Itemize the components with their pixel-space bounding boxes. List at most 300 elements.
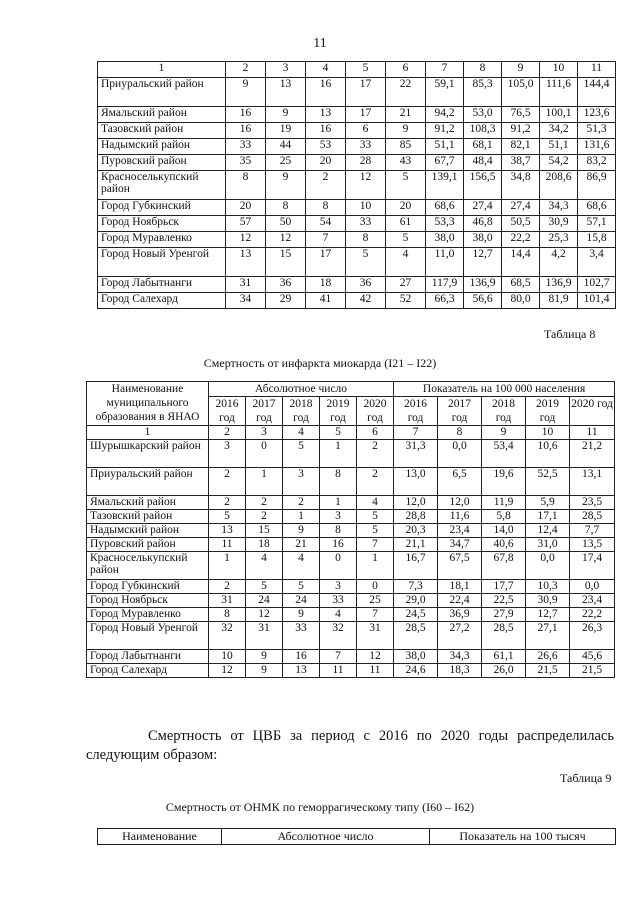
table-cell: 24 <box>283 594 320 608</box>
table-cell: 67,8 <box>482 552 526 580</box>
column-number: 7 <box>394 426 438 440</box>
table-cell: 10,3 <box>526 580 570 594</box>
row-label: Город Муравленко <box>87 608 209 622</box>
table-cell: 208,6 <box>540 171 578 200</box>
row-label: Надымский район <box>87 524 209 538</box>
table-cell: 9 <box>246 664 283 678</box>
column-number: 4 <box>283 426 320 440</box>
table-cell: 32 <box>209 622 246 650</box>
table-cell: 1 <box>283 510 320 524</box>
table-cell: 35 <box>226 155 266 171</box>
table-cell: 61,1 <box>482 650 526 664</box>
table-cell: 34,3 <box>540 200 578 216</box>
row-label: Город Новый Уренгой <box>87 622 209 650</box>
table-cell: 13,1 <box>570 468 615 496</box>
table-cell: 31 <box>357 622 394 650</box>
table-cell: 11,9 <box>482 496 526 510</box>
table8-caption: Таблица 8 <box>544 327 596 341</box>
table-cell: 24 <box>246 594 283 608</box>
table-cell: 22 <box>386 78 426 107</box>
table-cell: 15,8 <box>578 232 616 248</box>
table-cell: 2 <box>306 171 346 200</box>
table-cell: 20 <box>306 155 346 171</box>
table-cell: 21,2 <box>570 440 615 468</box>
table-cell: 3 <box>209 440 246 468</box>
table-cell: 83,2 <box>578 155 616 171</box>
year-header: 2019 год <box>320 397 357 426</box>
table-row <box>98 155 616 171</box>
row-label: Шурышкарский район <box>87 440 209 468</box>
row-label: Тазовский район <box>98 123 226 139</box>
table-row <box>98 293 616 309</box>
table-cell: 7,3 <box>394 580 438 594</box>
table-cell: 57,1 <box>578 216 616 232</box>
table-cell: 2 <box>209 468 246 496</box>
table9-head-name: Наименование <box>98 829 222 845</box>
table-cell: 68,6 <box>578 200 616 216</box>
table-cell: 136,9 <box>540 277 578 293</box>
table-cell: 11,6 <box>438 510 482 524</box>
column-number: 10 <box>540 62 578 78</box>
row-label: Красноселькупский район <box>98 171 226 200</box>
row-label: Пуровский район <box>87 538 209 552</box>
table-cell: 8 <box>226 171 266 200</box>
table-cell: 16 <box>226 107 266 123</box>
year-header: 2019 год <box>526 397 570 426</box>
table-cell: 12,0 <box>394 496 438 510</box>
table-cell: 20 <box>226 200 266 216</box>
column-number: 5 <box>346 62 386 78</box>
table-cell: 26,0 <box>482 664 526 678</box>
table-cell: 43 <box>386 155 426 171</box>
table-cell: 59,1 <box>426 78 464 107</box>
table-cell: 9 <box>266 171 306 200</box>
table-cell: 54 <box>306 216 346 232</box>
table-cell: 123,6 <box>578 107 616 123</box>
table-cell: 28 <box>346 155 386 171</box>
table-cell: 3 <box>283 468 320 496</box>
table-cell: 82,1 <box>502 139 540 155</box>
table-cell: 32 <box>320 622 357 650</box>
table-cell: 0,0 <box>526 552 570 580</box>
table-cell: 2 <box>209 580 246 594</box>
table-cell: 10 <box>346 200 386 216</box>
year-header: 2020 год <box>570 397 615 426</box>
table-cell: 5 <box>386 171 426 200</box>
table-cell: 108,3 <box>464 123 502 139</box>
table9-head-abs: Абсолютное число <box>222 829 430 845</box>
table-cell: 17,7 <box>482 580 526 594</box>
table-cell: 2 <box>246 496 283 510</box>
table-cell: 10,6 <box>526 440 570 468</box>
table-cell: 21,5 <box>570 664 615 678</box>
table-cell: 91,2 <box>426 123 464 139</box>
table-cell: 17 <box>346 107 386 123</box>
table-cell: 4 <box>386 248 426 277</box>
table-cell: 31,3 <box>394 440 438 468</box>
row-label: Город Губкинский <box>98 200 226 216</box>
table-cell: 66,3 <box>426 293 464 309</box>
table-cell: 36 <box>266 277 306 293</box>
table-cell: 36 <box>346 277 386 293</box>
table-cell: 139,1 <box>426 171 464 200</box>
table-cell: 22,2 <box>570 608 615 622</box>
year-header: 2017 год <box>438 397 482 426</box>
table9-head-rate: Показатель на 100 тысяч <box>430 829 616 845</box>
table-cell: 53 <box>306 139 346 155</box>
table-cell: 51,1 <box>540 139 578 155</box>
table-cell: 22,5 <box>482 594 526 608</box>
table-cell: 13 <box>306 107 346 123</box>
table-cell: 17 <box>306 248 346 277</box>
table-row <box>87 524 615 538</box>
table-cell: 23,4 <box>570 594 615 608</box>
table-cell: 13,5 <box>570 538 615 552</box>
table-cell: 2 <box>246 510 283 524</box>
table-cell: 68,5 <box>502 277 540 293</box>
table-cell: 102,7 <box>578 277 616 293</box>
table-cell: 81,9 <box>540 293 578 309</box>
table-cell: 33 <box>283 622 320 650</box>
table-cell: 8 <box>209 608 246 622</box>
table-cell: 25 <box>357 594 394 608</box>
table-cell: 12 <box>226 232 266 248</box>
row-label: Надымский район <box>98 139 226 155</box>
table-row <box>87 538 615 552</box>
table-cell: 13 <box>266 78 306 107</box>
table-cell: 117,9 <box>426 277 464 293</box>
table-cell: 13 <box>226 248 266 277</box>
table-cell: 2 <box>283 496 320 510</box>
table-cell: 40,6 <box>482 538 526 552</box>
table-cell: 8 <box>320 468 357 496</box>
table-cell: 38,0 <box>464 232 502 248</box>
table-cell: 68,1 <box>464 139 502 155</box>
table-cell: 30,9 <box>540 216 578 232</box>
table-cell: 12 <box>246 608 283 622</box>
table-cell: 12 <box>357 650 394 664</box>
row-label: Красноселькупский район <box>87 552 209 580</box>
row-label: Город Ноябрьск <box>87 594 209 608</box>
table-cell: 8 <box>320 524 357 538</box>
table-header-row <box>98 62 616 78</box>
table-cell: 10 <box>209 650 246 664</box>
table-cell: 38,7 <box>502 155 540 171</box>
table-cell: 9 <box>266 107 306 123</box>
table8-head-rate: Показатель на 100 000 населения <box>394 382 615 397</box>
table-row <box>87 650 615 664</box>
table-cell: 41 <box>306 293 346 309</box>
table-cell: 21 <box>283 538 320 552</box>
table-cell: 4 <box>283 552 320 580</box>
table-cell: 27,4 <box>502 200 540 216</box>
column-number: 3 <box>266 62 306 78</box>
table-cell: 5 <box>209 510 246 524</box>
table-cell: 27,4 <box>464 200 502 216</box>
table-cell: 50 <box>266 216 306 232</box>
column-number: 10 <box>526 426 570 440</box>
paragraph-line-1: Смертность от ЦВБ за период с 2016 по 2020 годы распределилась <box>148 728 614 744</box>
table8-head-abs: Абсолютное число <box>209 382 394 397</box>
table-cell: 21 <box>386 107 426 123</box>
table-cell: 8 <box>306 200 346 216</box>
table-cell: 16 <box>283 650 320 664</box>
table8-title: Смертность от инфаркта миокарда (I21 – I22) <box>203 356 437 370</box>
paragraph-line-2: следующим образом: <box>86 747 218 763</box>
table-cell: 1 <box>320 440 357 468</box>
table-cell: 131,6 <box>578 139 616 155</box>
table-cell: 18 <box>246 538 283 552</box>
table9-hemorrhagic-stroke <box>97 828 616 845</box>
table-cell: 5 <box>357 510 394 524</box>
table-row <box>98 277 616 293</box>
table-cell: 14,0 <box>482 524 526 538</box>
table-cell: 9 <box>283 608 320 622</box>
table8-head-name: Наименование муниципального образования в ЯНАО <box>87 382 209 426</box>
table-cell: 91,2 <box>502 123 540 139</box>
table-cell: 45,6 <box>570 650 615 664</box>
column-number: 1 <box>87 426 209 440</box>
table-row <box>98 123 616 139</box>
table-cell: 9 <box>386 123 426 139</box>
table-cell: 111,6 <box>540 78 578 107</box>
table-cell: 101,4 <box>578 293 616 309</box>
table-cell: 5,9 <box>526 496 570 510</box>
table9-title: Смертность от ОНМК по геморрагическому типу (I60 – I62) <box>165 800 475 814</box>
table-cell: 22,4 <box>438 594 482 608</box>
table-row <box>87 510 615 524</box>
table-row <box>87 580 615 594</box>
table-cell: 23,5 <box>570 496 615 510</box>
table-cell: 53,4 <box>482 440 526 468</box>
table-cell: 53,3 <box>426 216 464 232</box>
table-cell: 16 <box>306 78 346 107</box>
row-label: Ямальский район <box>98 107 226 123</box>
table-cell: 46,8 <box>464 216 502 232</box>
table-cell: 0 <box>320 552 357 580</box>
table-cell: 12 <box>266 232 306 248</box>
table-cell: 2 <box>357 440 394 468</box>
table-cell: 17,1 <box>526 510 570 524</box>
table-cell: 26,6 <box>526 650 570 664</box>
column-number: 7 <box>426 62 464 78</box>
table-cell: 0 <box>246 440 283 468</box>
row-label: Город Муравленко <box>98 232 226 248</box>
table-cell: 94,2 <box>426 107 464 123</box>
table-row <box>98 171 616 200</box>
table-cell: 31,0 <box>526 538 570 552</box>
table-cell: 9 <box>226 78 266 107</box>
table-cell: 57 <box>226 216 266 232</box>
table-cell: 11 <box>357 664 394 678</box>
table-cell: 4 <box>357 496 394 510</box>
table-cell: 34,3 <box>438 650 482 664</box>
table-cell: 100,1 <box>540 107 578 123</box>
table-row <box>98 139 616 155</box>
table-cell: 5 <box>246 580 283 594</box>
table-cell: 16 <box>320 538 357 552</box>
table-cell: 8 <box>266 200 306 216</box>
table-cell: 18 <box>306 277 346 293</box>
table-cell: 56,6 <box>464 293 502 309</box>
table-cell: 24,5 <box>394 608 438 622</box>
table-cell: 34,8 <box>502 171 540 200</box>
table-cell: 16,7 <box>394 552 438 580</box>
table-cell: 2 <box>357 468 394 496</box>
year-header: 2016 год <box>394 397 438 426</box>
table-cell: 44 <box>266 139 306 155</box>
table-row <box>98 78 616 107</box>
table-row <box>98 200 616 216</box>
table-row <box>98 107 616 123</box>
row-label: Приуральский район <box>98 78 226 107</box>
column-number: 4 <box>306 62 346 78</box>
table-cell: 25,3 <box>540 232 578 248</box>
row-label: Город Салехард <box>87 664 209 678</box>
table-cell: 20,3 <box>394 524 438 538</box>
table-row <box>98 216 616 232</box>
table-row <box>87 552 615 580</box>
table-cell: 53,0 <box>464 107 502 123</box>
table-row <box>87 496 615 510</box>
table-cell: 13,0 <box>394 468 438 496</box>
row-label: Приуральский район <box>87 468 209 496</box>
table-row <box>98 248 616 277</box>
row-label: Город Ноябрьск <box>98 216 226 232</box>
table-cell: 25 <box>266 155 306 171</box>
column-number: 11 <box>570 426 615 440</box>
table-cell: 17,4 <box>570 552 615 580</box>
table-cell: 5 <box>346 248 386 277</box>
table-cell: 17 <box>346 78 386 107</box>
column-number: 8 <box>464 62 502 78</box>
table-previous-continuation <box>97 61 616 309</box>
table-cell: 36,9 <box>438 608 482 622</box>
column-number: 2 <box>209 426 246 440</box>
table-cell: 38,0 <box>394 650 438 664</box>
table-cell: 61 <box>386 216 426 232</box>
table-cell: 13 <box>283 664 320 678</box>
table-cell: 13 <box>209 524 246 538</box>
table-cell: 54,2 <box>540 155 578 171</box>
table-cell: 86,9 <box>578 171 616 200</box>
table-cell: 11 <box>320 664 357 678</box>
row-label: Пуровский район <box>98 155 226 171</box>
row-label: Город Лабытнанги <box>87 650 209 664</box>
year-header: 2018 год <box>482 397 526 426</box>
table-cell: 6,5 <box>438 468 482 496</box>
table-cell: 29 <box>266 293 306 309</box>
table-cell: 5 <box>386 232 426 248</box>
row-label: Город Салехард <box>98 293 226 309</box>
table-row <box>87 622 615 650</box>
table-cell: 80,0 <box>502 293 540 309</box>
table-cell: 30,9 <box>526 594 570 608</box>
table-cell: 38,0 <box>426 232 464 248</box>
table-cell: 1 <box>209 552 246 580</box>
table-cell: 67,7 <box>426 155 464 171</box>
row-label: Тазовский район <box>87 510 209 524</box>
table-cell: 105,0 <box>502 78 540 107</box>
table-cell: 28,5 <box>394 622 438 650</box>
column-number: 3 <box>246 426 283 440</box>
table-row <box>87 608 615 622</box>
table-row <box>87 440 615 468</box>
table-cell: 2 <box>209 496 246 510</box>
table-cell: 50,5 <box>502 216 540 232</box>
table-cell: 31 <box>246 622 283 650</box>
table-cell: 22,2 <box>502 232 540 248</box>
table-cell: 19 <box>266 123 306 139</box>
table-cell: 51,3 <box>578 123 616 139</box>
table-cell: 5,8 <box>482 510 526 524</box>
table-cell: 1 <box>357 552 394 580</box>
table-cell: 31 <box>209 594 246 608</box>
table-cell: 34,2 <box>540 123 578 139</box>
table8-myocardial-infarction <box>86 381 615 678</box>
table-cell: 7 <box>320 650 357 664</box>
table-cell: 28,5 <box>570 510 615 524</box>
body-paragraph <box>86 727 614 765</box>
table-cell: 7,7 <box>570 524 615 538</box>
table-cell: 48,4 <box>464 155 502 171</box>
table-cell: 11,0 <box>426 248 464 277</box>
table-cell: 7 <box>357 538 394 552</box>
table-cell: 6 <box>346 123 386 139</box>
table-numbering-row <box>87 426 615 440</box>
table-cell: 11 <box>209 538 246 552</box>
column-number: 9 <box>502 62 540 78</box>
table-cell: 4 <box>246 552 283 580</box>
table-cell: 27 <box>386 277 426 293</box>
year-header: 2017 год <box>246 397 283 426</box>
table-cell: 26,3 <box>570 622 615 650</box>
table-cell: 28,8 <box>394 510 438 524</box>
table-cell: 12,0 <box>438 496 482 510</box>
table-cell: 18,1 <box>438 580 482 594</box>
table-row <box>98 232 616 248</box>
table-cell: 52,5 <box>526 468 570 496</box>
table-cell: 23,4 <box>438 524 482 538</box>
table-cell: 16 <box>306 123 346 139</box>
table-cell: 31 <box>226 277 266 293</box>
table-cell: 12,4 <box>526 524 570 538</box>
table-cell: 33 <box>346 139 386 155</box>
table-cell: 12 <box>346 171 386 200</box>
table-cell: 15 <box>246 524 283 538</box>
table-cell: 12,7 <box>464 248 502 277</box>
table-cell: 7 <box>306 232 346 248</box>
table-cell: 85,3 <box>464 78 502 107</box>
table-cell: 4,2 <box>540 248 578 277</box>
table-cell: 67,5 <box>438 552 482 580</box>
table-cell: 20 <box>386 200 426 216</box>
table-cell: 68,6 <box>426 200 464 216</box>
table-cell: 12,7 <box>526 608 570 622</box>
table-cell: 8 <box>346 232 386 248</box>
table-cell: 27,1 <box>526 622 570 650</box>
table-cell: 9 <box>246 650 283 664</box>
table-cell: 0 <box>357 580 394 594</box>
table-cell: 18,3 <box>438 664 482 678</box>
table-cell: 27,2 <box>438 622 482 650</box>
column-number: 2 <box>226 62 266 78</box>
table-row <box>87 468 615 496</box>
table9-caption: Таблица 9 <box>560 771 612 785</box>
table-cell: 33 <box>320 594 357 608</box>
row-label: Ямальский район <box>87 496 209 510</box>
table-cell: 144,4 <box>578 78 616 107</box>
